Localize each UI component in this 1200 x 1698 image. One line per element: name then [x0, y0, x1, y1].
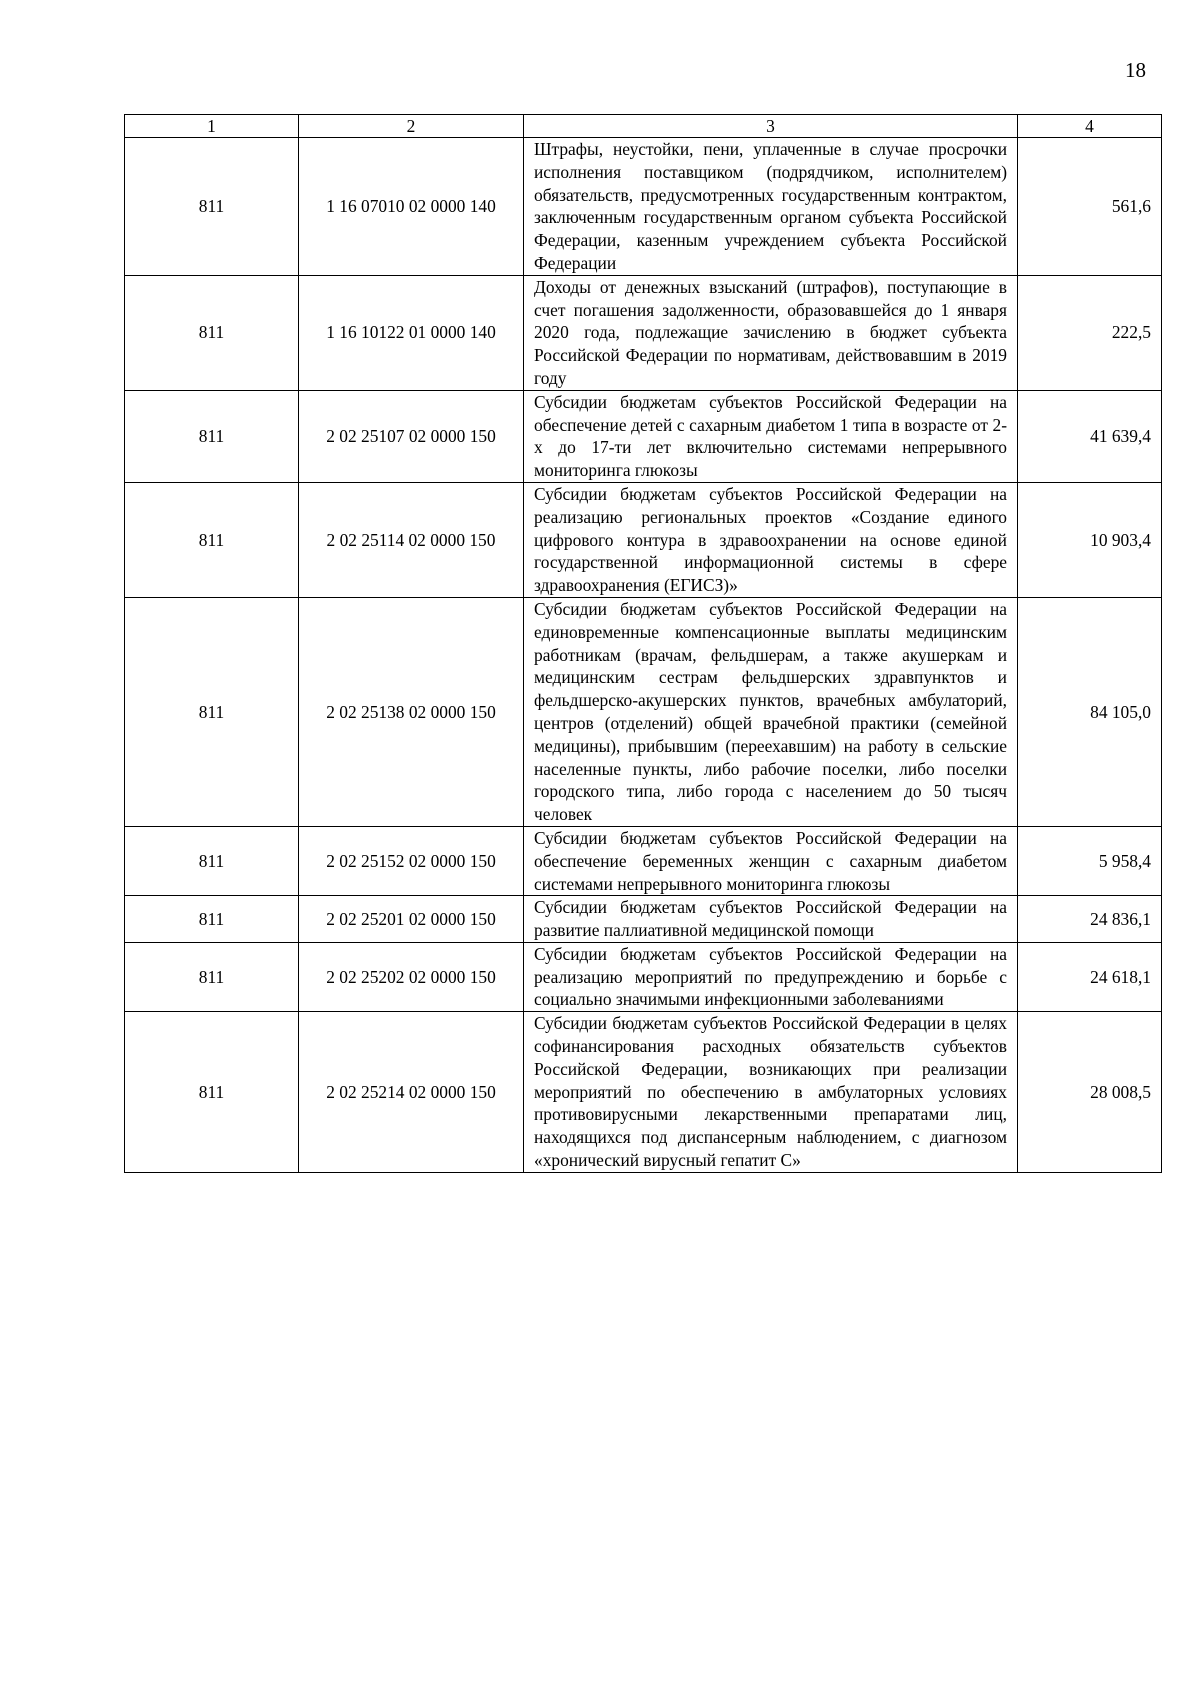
table-row	[125, 597, 1162, 826]
amount-cell: 24 836,1	[1018, 896, 1162, 943]
description-cell: Штрафы, неустойки, пени, уплаченные в случае просрочки исполнения поставщиком (подрядчиком, исполнителем) обязательств, предусмотренных государственным контрактом, заключенным государственным органом субъекта Российской Федерации, казенным учреждением субъекта Российской Федерации	[524, 138, 1018, 276]
admin-code-cell: 811	[125, 826, 299, 895]
admin-code-cell: 811	[125, 138, 299, 276]
classification-code-cell: 2 02 25107 02 0000 150	[299, 390, 524, 482]
admin-code-cell: 811	[125, 942, 299, 1011]
description-cell: Субсидии бюджетам субъектов Российской Федерации в целях софинансирования расходных обязательств субъектов Российской Федерации, возникающих при реализации мероприятий по обеспечению в амбулаторных условиях противовирусными лекарственными препаратами лиц, находящихся под диспансерным наблюдением, с диагнозом «хронический вирусный гепатит С»	[524, 1012, 1018, 1173]
amount-cell: 10 903,4	[1018, 482, 1162, 597]
admin-code-cell: 811	[125, 390, 299, 482]
amount-cell: 41 639,4	[1018, 390, 1162, 482]
column-header-3: 3	[524, 115, 1018, 138]
classification-code-cell: 2 02 25114 02 0000 150	[299, 482, 524, 597]
amount-cell: 5 958,4	[1018, 826, 1162, 895]
description-cell: Субсидии бюджетам субъектов Российской Федерации на единовременные компенсационные выплаты медицинским работникам (врачам, фельдшерам, а также акушеркам и медицинским сестрам фельдшерских здравпунктов и фельдшерско-акушерских пунктов, врачебных амбулаторий, центров (отделений) общей врачебной практики (семейной медицины), прибывшим (переехавшим) на работу в сельские населенные пункты, либо рабочие поселки, либо поселки городского типа, либо города с населением до 50 тысяч человек	[524, 597, 1018, 826]
amount-cell: 561,6	[1018, 138, 1162, 276]
classification-code-cell: 1 16 07010 02 0000 140	[299, 138, 524, 276]
amount-cell: 28 008,5	[1018, 1012, 1162, 1173]
table-row	[125, 942, 1162, 1011]
classification-code-cell: 2 02 25138 02 0000 150	[299, 597, 524, 826]
table-header-row	[125, 115, 1162, 138]
revenue-table	[124, 114, 1162, 1173]
table-row	[125, 275, 1162, 390]
admin-code-cell: 811	[125, 1012, 299, 1173]
description-cell: Субсидии бюджетам субъектов Российской Федерации на обеспечение беременных женщин с сахарным диабетом системами непрерывного мониторинга глюкозы	[524, 826, 1018, 895]
column-header-1: 1	[125, 115, 299, 138]
classification-code-cell: 2 02 25152 02 0000 150	[299, 826, 524, 895]
description-cell: Субсидии бюджетам субъектов Российской Федерации на реализацию мероприятий по предупреждению и борьбе с социально значимыми инфекционными заболеваниями	[524, 942, 1018, 1011]
column-header-2: 2	[299, 115, 524, 138]
admin-code-cell: 811	[125, 597, 299, 826]
column-header-4: 4	[1018, 115, 1162, 138]
table-row	[125, 482, 1162, 597]
table-row	[125, 826, 1162, 895]
description-cell: Субсидии бюджетам субъектов Российской Федерации на обеспечение детей с сахарным диабетом 1 типа в возрасте от 2-х до 17-ти лет включительно системами непрерывного мониторинга глюкозы	[524, 390, 1018, 482]
description-cell: Субсидии бюджетам субъектов Российской Федерации на реализацию региональных проектов «Создание единого цифрового контура в здравоохранении на основе единой государственной информационной системы в сфере здравоохранения (ЕГИСЗ)»	[524, 482, 1018, 597]
classification-code-cell: 2 02 25201 02 0000 150	[299, 896, 524, 943]
table-row	[125, 1012, 1162, 1173]
amount-cell: 24 618,1	[1018, 942, 1162, 1011]
description-cell: Доходы от денежных взысканий (штрафов), поступающие в счет погашения задолженности, образовавшейся до 1 января 2020 года, подлежащие зачислению в бюджет субъекта Российской Федерации по нормативам, действовавшим в 2019 году	[524, 275, 1018, 390]
table-row	[125, 390, 1162, 482]
classification-code-cell: 1 16 10122 01 0000 140	[299, 275, 524, 390]
table-row	[125, 138, 1162, 276]
description-cell: Субсидии бюджетам субъектов Российской Федерации на развитие паллиативной медицинской помощи	[524, 896, 1018, 943]
classification-code-cell: 2 02 25214 02 0000 150	[299, 1012, 524, 1173]
classification-code-cell: 2 02 25202 02 0000 150	[299, 942, 524, 1011]
admin-code-cell: 811	[125, 482, 299, 597]
table-row	[125, 896, 1162, 943]
amount-cell: 222,5	[1018, 275, 1162, 390]
page-number: 18	[1125, 58, 1146, 82]
admin-code-cell: 811	[125, 275, 299, 390]
amount-cell: 84 105,0	[1018, 597, 1162, 826]
admin-code-cell: 811	[125, 896, 299, 943]
